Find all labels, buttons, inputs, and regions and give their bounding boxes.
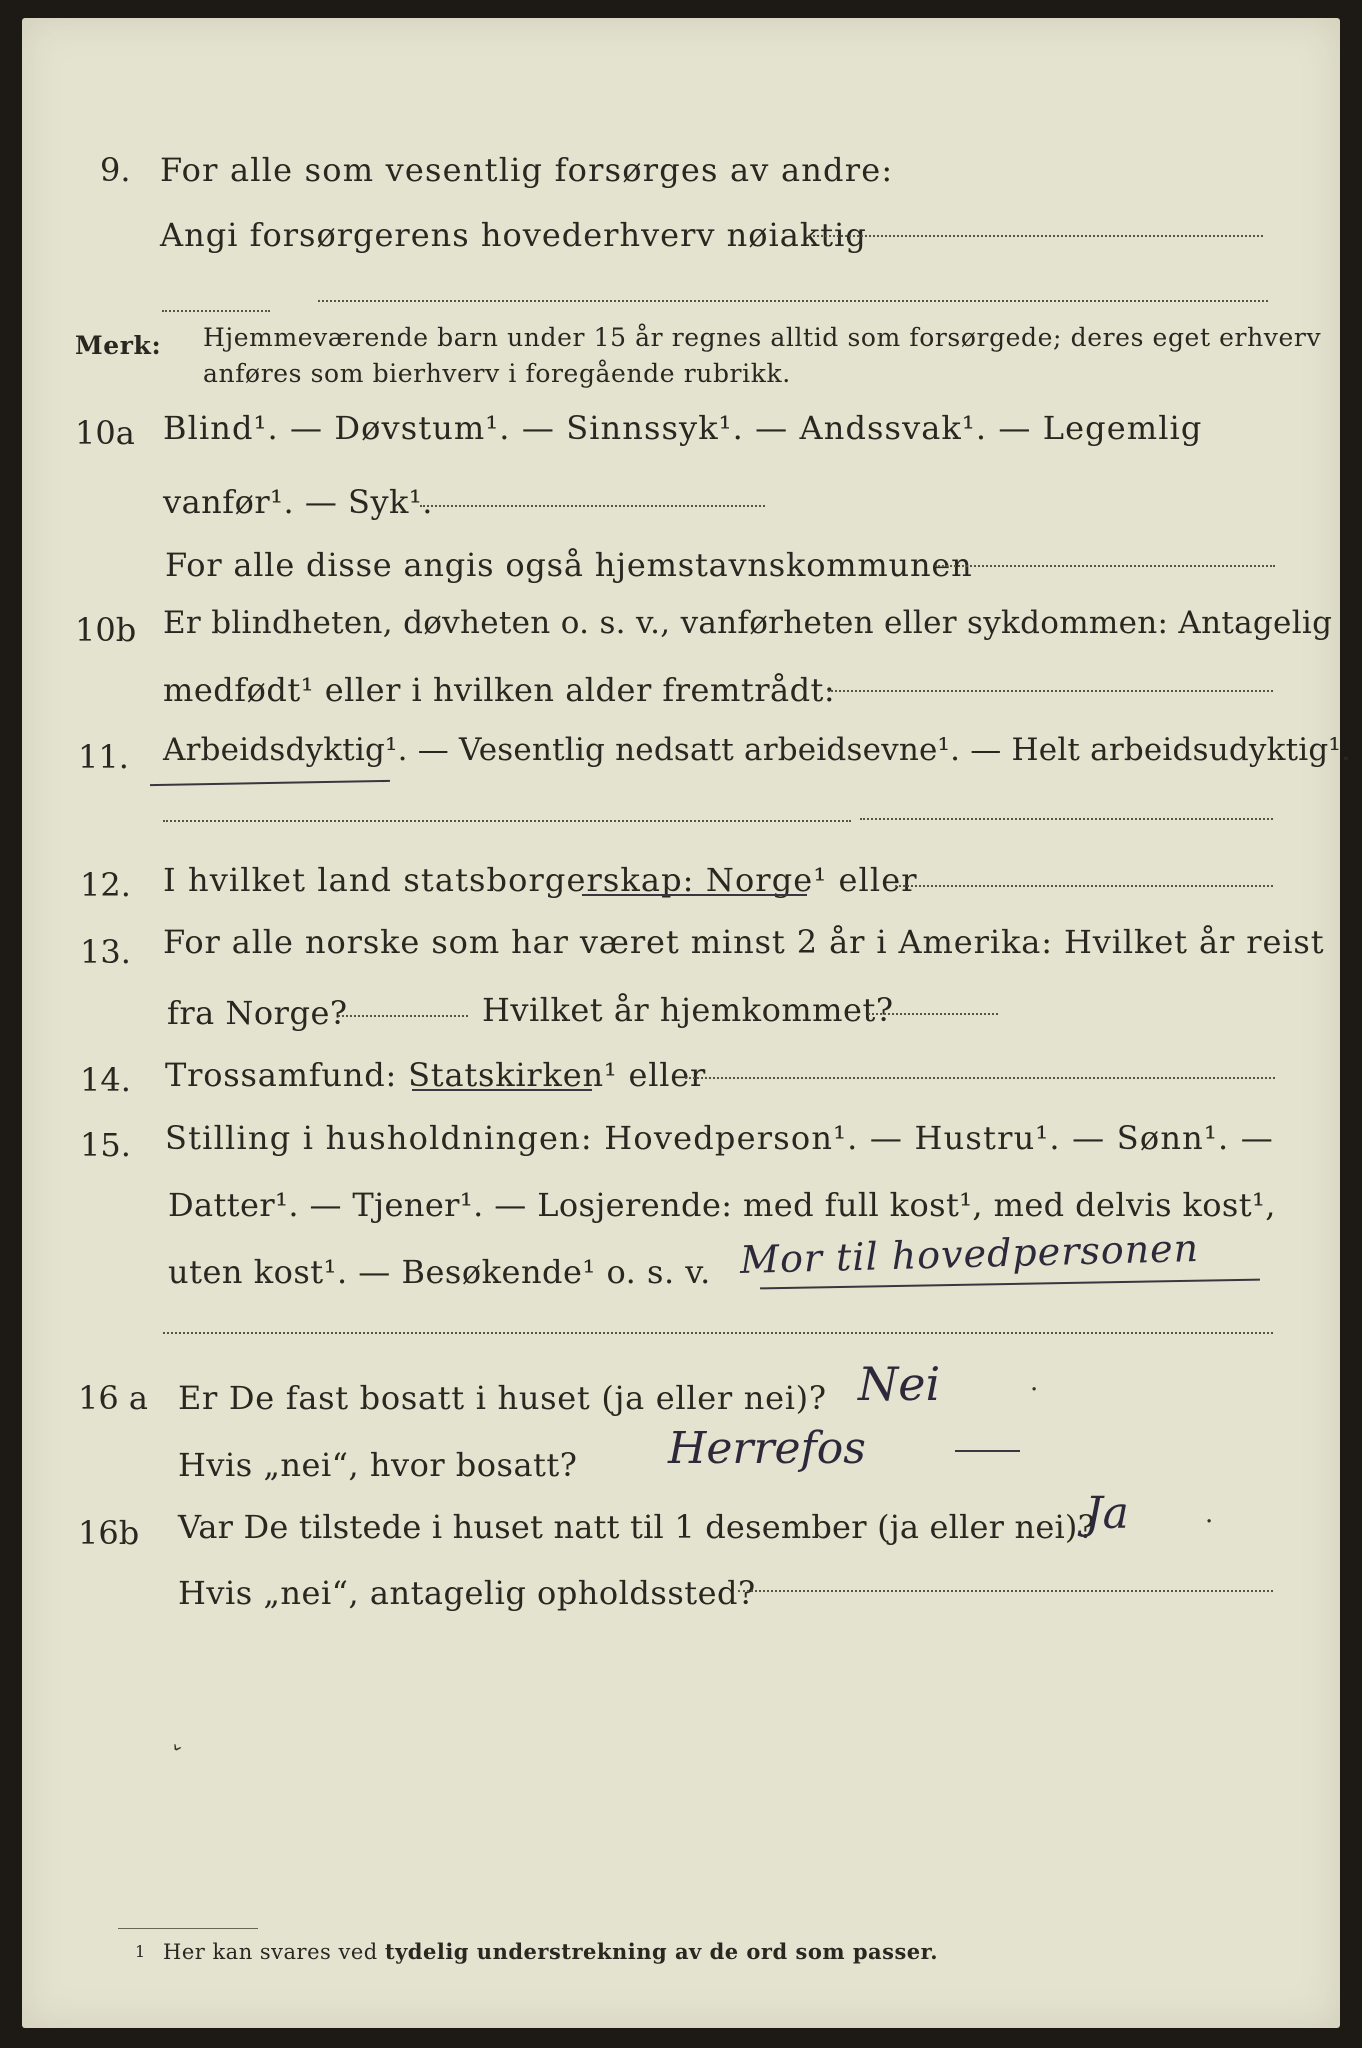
footnote-text-bold: tydelig understrekning av de ord som passer. bbox=[384, 1939, 939, 1964]
q13-text-line2b: Hvilket år hjemkommet? bbox=[482, 991, 894, 1029]
q9-answer-line2a[interactable] bbox=[162, 310, 270, 312]
q16a-answer-dash bbox=[955, 1450, 1020, 1452]
q15-answer-line2[interactable] bbox=[163, 1332, 1273, 1334]
q10b-text-line1: Er blindheten, døvheten o. s. v., vanførheten eller sykdommen: Antagelig bbox=[163, 605, 1333, 641]
q9-text-line1: For alle som vesentlig forsørges av andre: bbox=[160, 151, 894, 189]
q11-number: 11. bbox=[78, 738, 129, 776]
q13-text-line1: For alle norske som har været minst 2 år i Amerika: Hvilket år reist bbox=[163, 923, 1325, 961]
q10b-answer-line[interactable] bbox=[828, 690, 1273, 692]
q16a-handwritten-answer1: Nei bbox=[858, 1357, 941, 1411]
q16a-handwritten-answer2: Herrefos bbox=[668, 1423, 866, 1474]
q16b-period-mark: · bbox=[1205, 1507, 1214, 1537]
q15-handwritten-answer: Mor til hovedpersonen bbox=[739, 1225, 1200, 1283]
q11-text-line1: Arbeidsdyktig¹. — Vesentlig nedsatt arbeidsevne¹. — Helt arbeidsudyktig¹. bbox=[163, 732, 1352, 768]
stray-tick-mark: ˇ bbox=[158, 1740, 185, 1774]
q10b-number: 10b bbox=[75, 611, 137, 649]
q9-number: 9. bbox=[100, 151, 131, 189]
note-label: Merk: bbox=[75, 331, 162, 360]
q13-departure-answer-line[interactable] bbox=[338, 1015, 468, 1017]
note-text-line1: Hjemmeværende barn under 15 år regnes alltid som forsørgede; deres eget erhverv bbox=[203, 323, 1322, 352]
q9-text-line2: Angi forsørgerens hovederhverv nøiaktig bbox=[160, 216, 867, 254]
q14-number: 14. bbox=[80, 1061, 131, 1099]
footnote-rule bbox=[118, 1928, 258, 1929]
q15-number: 15. bbox=[80, 1126, 131, 1164]
footnote-marker: 1 bbox=[135, 1942, 146, 1961]
q10b-text-line2: medfødt¹ eller i hvilken alder fremtrådt: bbox=[163, 671, 836, 709]
q16b-handwritten-answer1: Ja bbox=[1085, 1488, 1129, 1539]
q12-number: 12. bbox=[80, 866, 131, 904]
q12-underline-norge bbox=[582, 894, 807, 896]
footnote-text bbox=[163, 1938, 938, 1966]
q13-number: 13. bbox=[80, 933, 131, 971]
q13-text-line2a: fra Norge? bbox=[167, 994, 348, 1032]
q16a-number: 16 a bbox=[78, 1379, 148, 1417]
q15-text-line2: Datter¹. — Tjener¹. — Losjerende: med full kost¹, med delvis kost¹, bbox=[168, 1186, 1276, 1224]
q15-text-line3: uten kost¹. — Besøkende¹ o. s. v. bbox=[168, 1253, 711, 1291]
q16b-text-line1: Var De tilstede i huset natt til 1 desember (ja eller nei)? bbox=[178, 1508, 1095, 1546]
q16a-text-line2: Hvis „nei“, hvor bosatt? bbox=[178, 1446, 578, 1484]
q12-text-line1: I hvilket land statsborgerskap: Norge¹ eller bbox=[163, 861, 918, 899]
q10a-text-line3: For alle disse angis også hjemstavnskommunen bbox=[165, 546, 973, 584]
q16b-text-line2: Hvis „nei“, antagelig opholdssted? bbox=[178, 1574, 756, 1612]
q9-answer-line2b[interactable] bbox=[318, 300, 1268, 302]
q16b-answer-line[interactable] bbox=[738, 1590, 1273, 1592]
note-text-line2: anføres som bierhverv i foregående rubrikk. bbox=[203, 359, 791, 388]
q12-answer-line[interactable] bbox=[895, 885, 1273, 887]
q11-answer-line-a[interactable] bbox=[163, 820, 851, 822]
q16a-text-line1: Er De fast bosatt i huset (ja eller nei)? bbox=[178, 1379, 827, 1417]
q10a-text-line1: Blind¹. — Døvstum¹. — Sinnssyk¹. — Andssvak¹. — Legemlig bbox=[163, 409, 1203, 447]
q10a-hometown-answer-line[interactable] bbox=[935, 565, 1275, 567]
footnote-text-normal: Her kan svares ved bbox=[163, 1940, 378, 1964]
q16b-number: 16b bbox=[78, 1514, 140, 1552]
q14-answer-line[interactable] bbox=[685, 1077, 1275, 1079]
q10a-text-line2: vanfør¹. — Syk¹. bbox=[163, 483, 433, 521]
q10a-sick-answer-line[interactable] bbox=[420, 505, 765, 507]
q16a-period-mark: · bbox=[1030, 1375, 1039, 1405]
q11-answer-line-b[interactable] bbox=[860, 818, 1273, 820]
q9-answer-line[interactable] bbox=[808, 235, 1263, 237]
q13-return-answer-line[interactable] bbox=[868, 1013, 998, 1015]
q14-text-line1: Trossamfund: Statskirken¹ eller bbox=[165, 1056, 707, 1094]
q15-text-line1: Stilling i husholdningen: Hovedperson¹. — Hustru¹. — Sønn¹. — bbox=[165, 1119, 1274, 1157]
q10a-number: 10a bbox=[75, 414, 135, 452]
q14-underline-statskirken bbox=[412, 1089, 592, 1091]
